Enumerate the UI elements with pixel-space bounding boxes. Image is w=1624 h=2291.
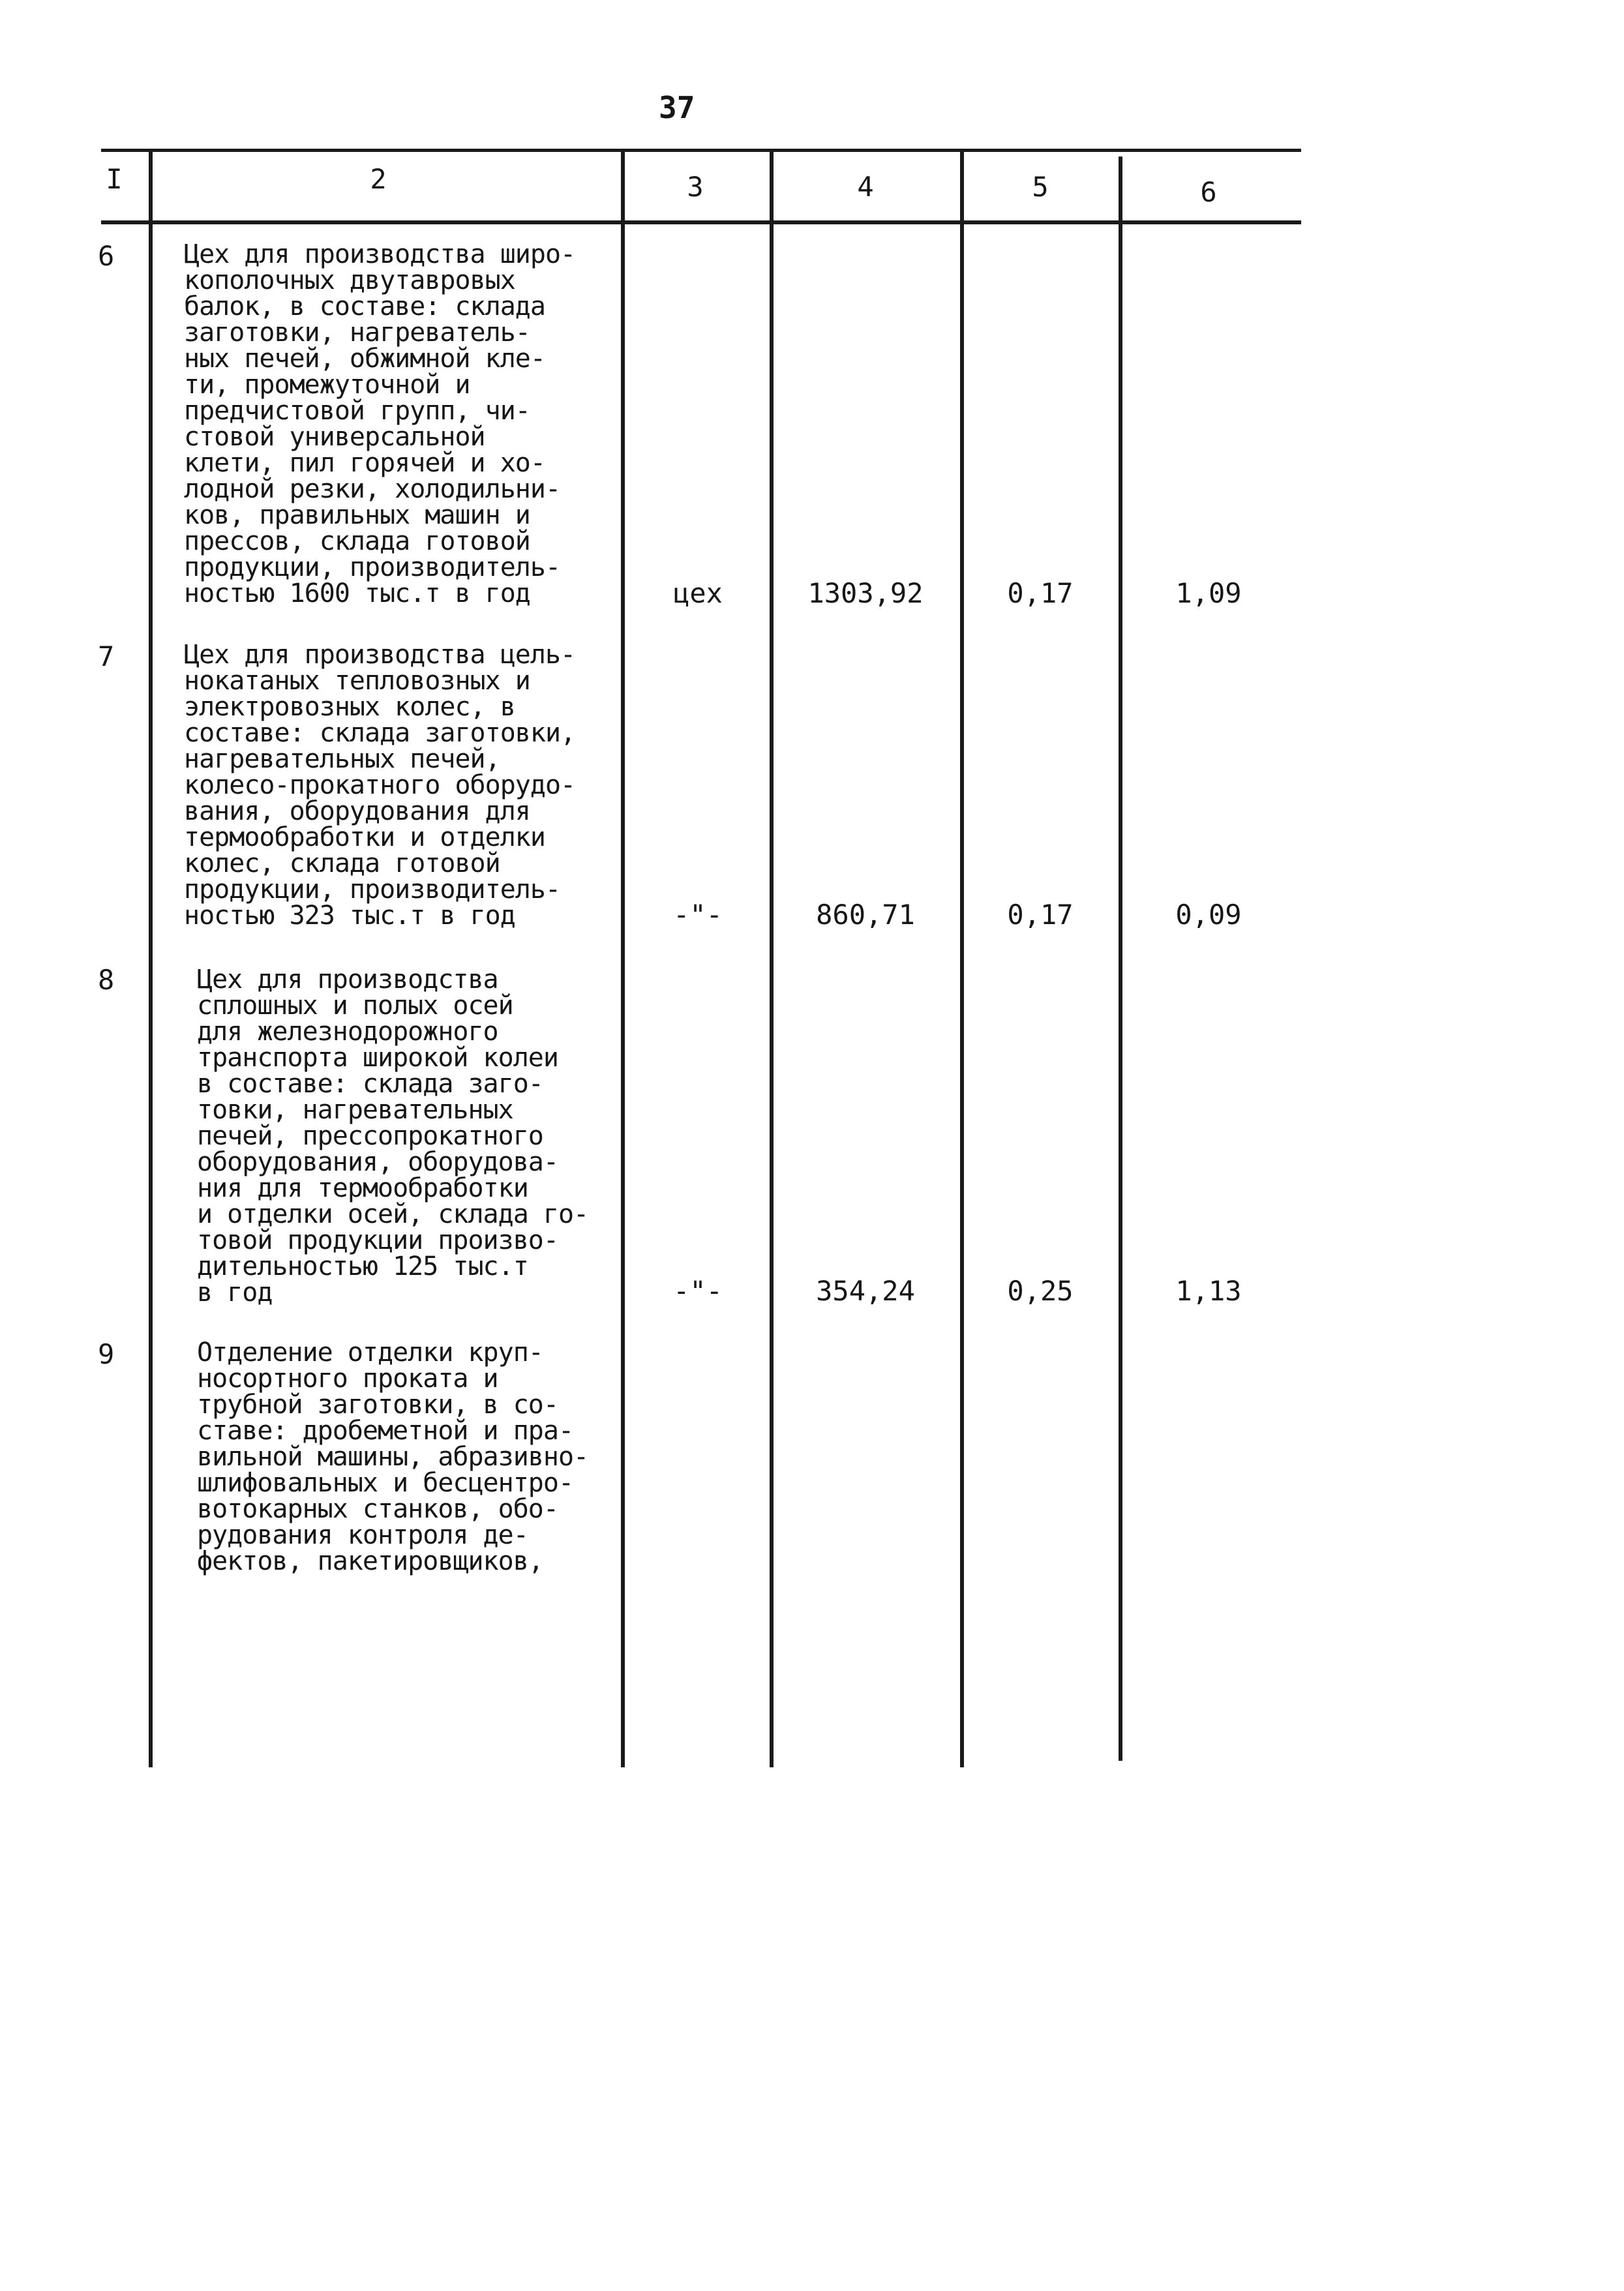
column-rule [770, 149, 774, 1767]
row-number: 9 [98, 1338, 115, 1370]
header-cell: 2 [370, 163, 387, 195]
header-cell: 6 [1200, 176, 1217, 208]
page-number: 37 [659, 90, 695, 125]
row-number: 7 [98, 640, 115, 672]
column-rule [960, 149, 964, 1767]
row-description: Отделение отделки круп- носортного проката и трубной заготовки, в со- ставе: дробеметной и пра- вильной машины, абразивно- шлифовальных и бесцентро- вотокарных станков, обо- рудования контроля де- фектов, пакетировщиков, [197, 1338, 589, 1576]
value-cell: 0,17 [1007, 577, 1074, 609]
value-cell: 354,24 [816, 1275, 915, 1307]
column-rule [621, 149, 625, 1767]
row-description: Цех для производства цель- нокатаных тепловозных и электровозных колес, в составе: склада заготовки, нагревательных печей, колесо-прокатного оборудо- вания, оборудования для термообработки и отделки колес, склада готовой продукции, производитель- ностью 323 тыс.т в год [184, 640, 576, 931]
unit-cell: цех [673, 577, 723, 609]
unit-cell: -"- [673, 899, 723, 931]
value-cell: 1303,92 [807, 577, 924, 609]
header-cell: I [106, 163, 123, 195]
column-rule [149, 149, 153, 1767]
table-top-rule [101, 149, 1301, 152]
row-description: Цех для производства широ- кополочных двутавровых балок, в составе: склада заготовки, нагреватель- ных печей, обжимной кле- ти, промежуточной и предчистовой групп, чи- стовой универсальной клети, пил горячей и хо- лодной резки, холодильни- ков, правильных машин и прессов, склада готовой продукции, производитель- ностью 1600 тыс.т в год [184, 239, 576, 608]
header-cell: 3 [687, 171, 704, 203]
column-rule [1119, 157, 1122, 1761]
value-cell: 860,71 [816, 899, 915, 931]
header-cell: 5 [1032, 171, 1049, 203]
value-cell: 0,09 [1175, 899, 1242, 931]
value-cell: 0,17 [1007, 899, 1074, 931]
value-cell: 0,25 [1007, 1275, 1074, 1307]
row-description: Цех для производства сплошных и полых осей для железнодорожного транспорта широкой колеи в составе: склада заго- товки, нагревательных печей, прессопрокатного оборудования, оборудова- ния для термообработки и отделки осей, склада го- товой продукции произво- дительностью 125 тыс.т в год [197, 965, 589, 1308]
unit-cell: -"- [673, 1275, 723, 1307]
header-cell: 4 [857, 171, 874, 203]
row-number: 8 [98, 964, 115, 996]
value-cell: 1,13 [1175, 1275, 1242, 1307]
row-number: 6 [98, 240, 115, 272]
value-cell: 1,09 [1175, 577, 1242, 609]
